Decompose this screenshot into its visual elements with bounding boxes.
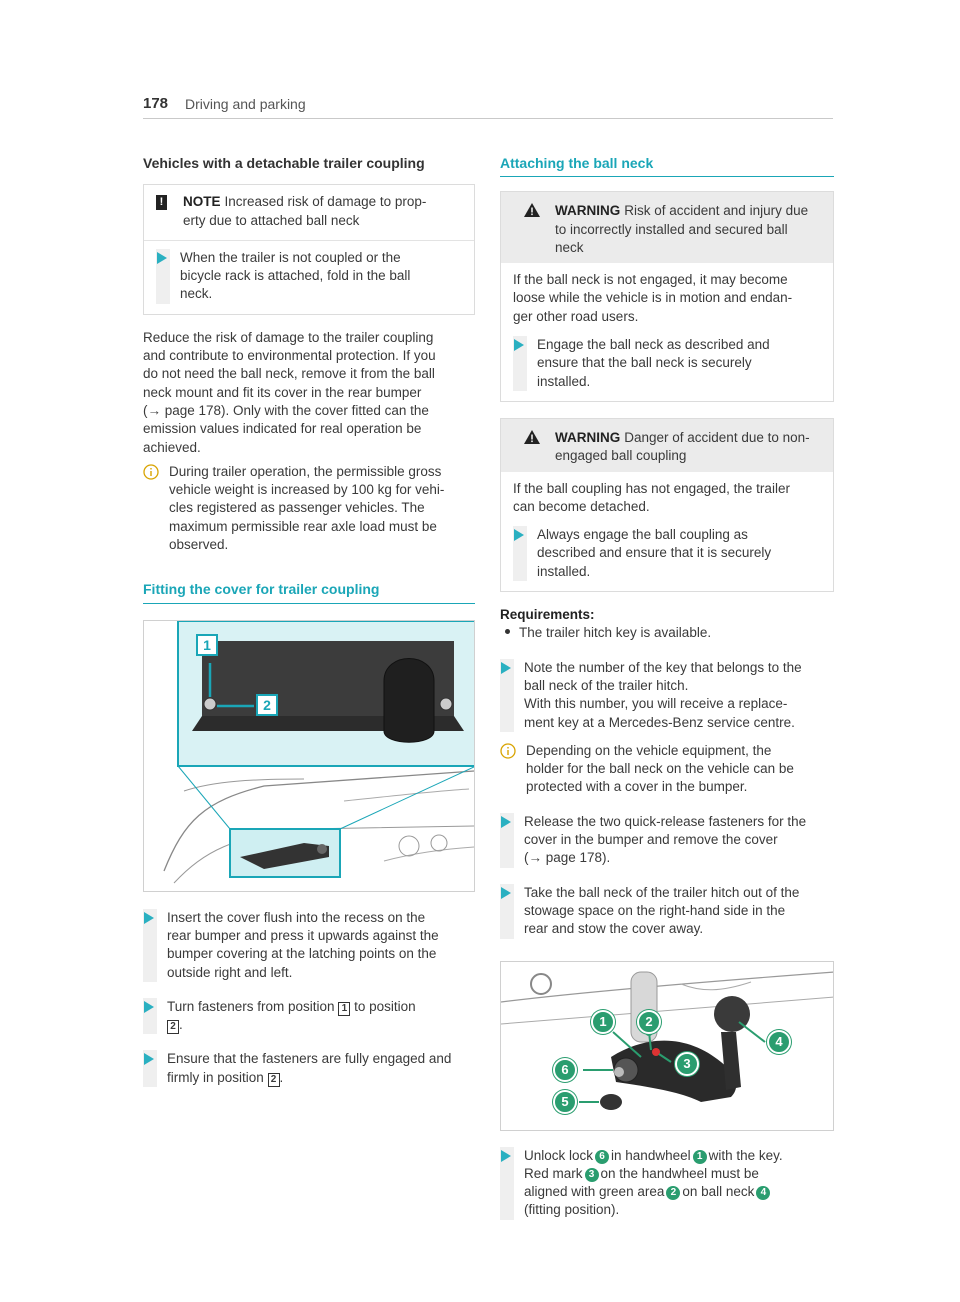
info-line: Depending on the vehicle equipment, the [526,742,772,758]
right-column [500,150,834,1220]
warning-step [513,336,821,391]
note-step-line-1: When the trailer is not coupled or the [180,249,401,265]
callout-2: 2 [256,694,278,716]
info-holder-cover [500,742,834,797]
warning-keyword: WARNING [555,429,621,445]
callout-3: 3 [675,1052,699,1076]
step-bar [500,813,514,868]
left-column [143,150,475,1087]
step-bar [500,884,514,939]
step-line: stowage space on the right-hand side in the [524,902,786,918]
step-line: described and ensure that it is securely [537,545,772,561]
arrow-icon [501,662,511,674]
step-line: outside right and left. [167,964,293,980]
note-step-line-3: neck. [180,286,213,302]
info-line: observed. [169,537,229,553]
marker-6: 6 [595,1150,609,1164]
warning-title: neck [555,239,584,255]
marker-2: 2 [666,1186,680,1200]
step-line: With this number, you will receive a replace- [524,696,788,712]
marker-1: 1 [693,1150,707,1164]
arrow-icon [144,1053,154,1065]
step-bar [513,336,527,391]
info-line: vehicle weight is increased by 100 kg for vehi- [169,482,445,498]
position-2-box: 2 [167,1020,179,1034]
section-title: Driving and parking [185,96,306,112]
para-line: neck mount and fit its cover in the rear bumper [143,384,422,400]
para-line: achieved. [143,439,201,455]
bumper-cover-figure [143,620,475,892]
step-line: ment key at a Mercedes-Benz service centre. [524,714,795,730]
bullet-icon [505,629,510,634]
note-text-1: Increased risk of damage to prop- [224,194,427,210]
step-text: aligned with green area [524,1184,665,1200]
callout-1: 1 [591,1010,615,1034]
step-line: Take the ball neck of the trailer hitch out of the [524,884,800,900]
callout-1: 1 [196,634,218,656]
info-icon [143,464,159,480]
step-bar [500,659,514,732]
step-line: ball neck of the trailer hitch. [524,677,689,693]
step-line: Always engage the ball coupling as [537,527,748,543]
note-step-line-2: bicycle rack is attached, fold in the ball [180,268,411,284]
step-text: Turn fasteners from position [167,998,335,1014]
warning-body-line: can become detached. [513,498,650,514]
step-text: on ball neck [682,1184,755,1200]
note-text-2: erty due to attached ball neck [183,212,360,228]
page-number: 178 [143,95,169,112]
requirements-label: Requirements: [500,607,595,623]
para-line: and contribute to environmental protection. If you [143,348,436,364]
note-box [143,184,475,314]
warning-keyword: WARNING [555,203,621,219]
arrow-icon [144,1001,154,1013]
step-release-fasteners [500,813,834,868]
step-line: Insert the cover flush into the recess on the [167,909,426,925]
callout-5: 5 [553,1090,577,1114]
callout-2: 2 [637,1010,661,1034]
bumper-illustration [144,621,475,892]
step-text: firmly in position [167,1069,264,1085]
step-line: cover in the bumper and remove the cover [524,832,778,848]
warning-title: Danger of accident due to non- [624,429,810,445]
heading-detachable-coupling: Vehicles with a detachable trailer coupling [143,155,425,171]
arrow-icon [144,912,154,924]
warning-step [513,526,821,581]
step-text: Red mark [524,1165,583,1181]
step-unlock-lock [500,1147,834,1220]
note-step [156,249,462,304]
step-line: (→ page 178). [524,850,611,866]
warning-body-line: ger other road users. [513,308,639,324]
step-ensure-fasteners: Ensure that the fasteners are fully engaged and firmly in position 2 . [143,1050,475,1087]
page-header [143,93,833,119]
arrow-icon [501,816,511,828]
subheading-fitting-cover: Fitting the cover for trailer coupling [143,580,475,603]
info-icon [500,743,516,759]
heading-attaching-ball-neck: Attaching the ball neck [500,154,834,177]
info-line: During trailer operation, the permissible gross [169,463,442,479]
note-header [144,185,474,234]
step-bar [513,526,527,581]
step-insert-cover [143,909,475,982]
arrow-icon [501,1150,511,1162]
ball-neck-figure [500,961,834,1131]
info-line: cles registered as passenger vehicles. The [169,500,425,516]
step-line: Engage the ball neck as described and [537,337,770,353]
marker-4: 4 [756,1186,770,1200]
warning-box-2 [500,418,834,592]
step-line: ensure that the ball neck is securely [537,355,752,371]
step-line: installed. [537,563,591,579]
warning-title: to incorrectly installed and secured ball [555,221,788,237]
step-bar [500,1147,514,1220]
para-line: do not need the ball neck, remove it from the ball [143,366,435,382]
step-line: rear and stow the cover away. [524,921,704,937]
para-line: (→ page 178). Only with the cover fitted can the [143,402,429,418]
arrow-icon [514,529,524,541]
callout-4: 4 [767,1030,791,1054]
exclamation-icon: ! [156,195,167,210]
arrow-icon [514,339,524,351]
para-line: Reduce the risk of damage to the trailer coupling [143,329,434,345]
warning-body-line: loose while the vehicle is in motion and endan- [513,290,793,306]
step-text: on the handwheel must be [600,1165,759,1181]
step-bar [156,249,170,304]
intro-paragraph [143,329,475,457]
step-turn-fasteners: Turn fasteners from position 1 to position 2 . [143,998,475,1035]
info-line: maximum permissible rear axle load must be [169,518,437,534]
step-line: rear bumper and press it upwards against the [167,927,439,943]
warning-box-1 [500,191,834,402]
arrow-icon [501,887,511,899]
step-bar [143,909,157,982]
step-text: with the key. [708,1147,783,1163]
info-weight [143,463,475,554]
step-line: bumper covering at the latching points on the [167,946,437,962]
step-bar [143,1050,157,1087]
warning-icon [523,429,541,445]
step-line: Ensure that the fasteners are fully engaged and [167,1051,452,1067]
step-bar [143,998,157,1035]
requirement-item: The trailer hitch key is available. [519,625,712,641]
step-text: in handwheel [611,1147,691,1163]
info-line: holder for the ball neck on the vehicle can be [526,761,794,777]
warning-title: engaged ball coupling [555,448,687,464]
step-line: (fitting position). [524,1202,620,1218]
step-line: Note the number of the key that belongs to the [524,659,802,675]
step-line: Release the two quick-release fasteners for the [524,813,807,829]
step-text: to position [354,998,416,1014]
position-1-box: 1 [338,1002,350,1016]
info-line: protected with a cover in the bumper. [526,779,748,795]
warning-icon [523,202,541,218]
warning-body-line: If the ball coupling has not engaged, the trailer [513,480,790,496]
warning-title: Risk of accident and injury due [624,203,809,219]
warning-header [501,419,833,472]
step-note-key-number [500,659,834,732]
warning-header [501,192,833,263]
requirements [500,606,834,643]
step-take-ball-neck [500,884,834,939]
arrow-icon [157,252,167,264]
warning-body-line: If the ball neck is not engaged, it may become [513,272,788,288]
callout-6: 6 [553,1058,577,1082]
note-keyword: NOTE [183,194,221,210]
marker-3: 3 [585,1168,599,1182]
position-2-box: 2 [268,1073,280,1087]
para-line: emission values indicated for real operation be [143,421,422,437]
step-text: Unlock lock [524,1147,594,1163]
step-line: installed. [537,373,591,389]
